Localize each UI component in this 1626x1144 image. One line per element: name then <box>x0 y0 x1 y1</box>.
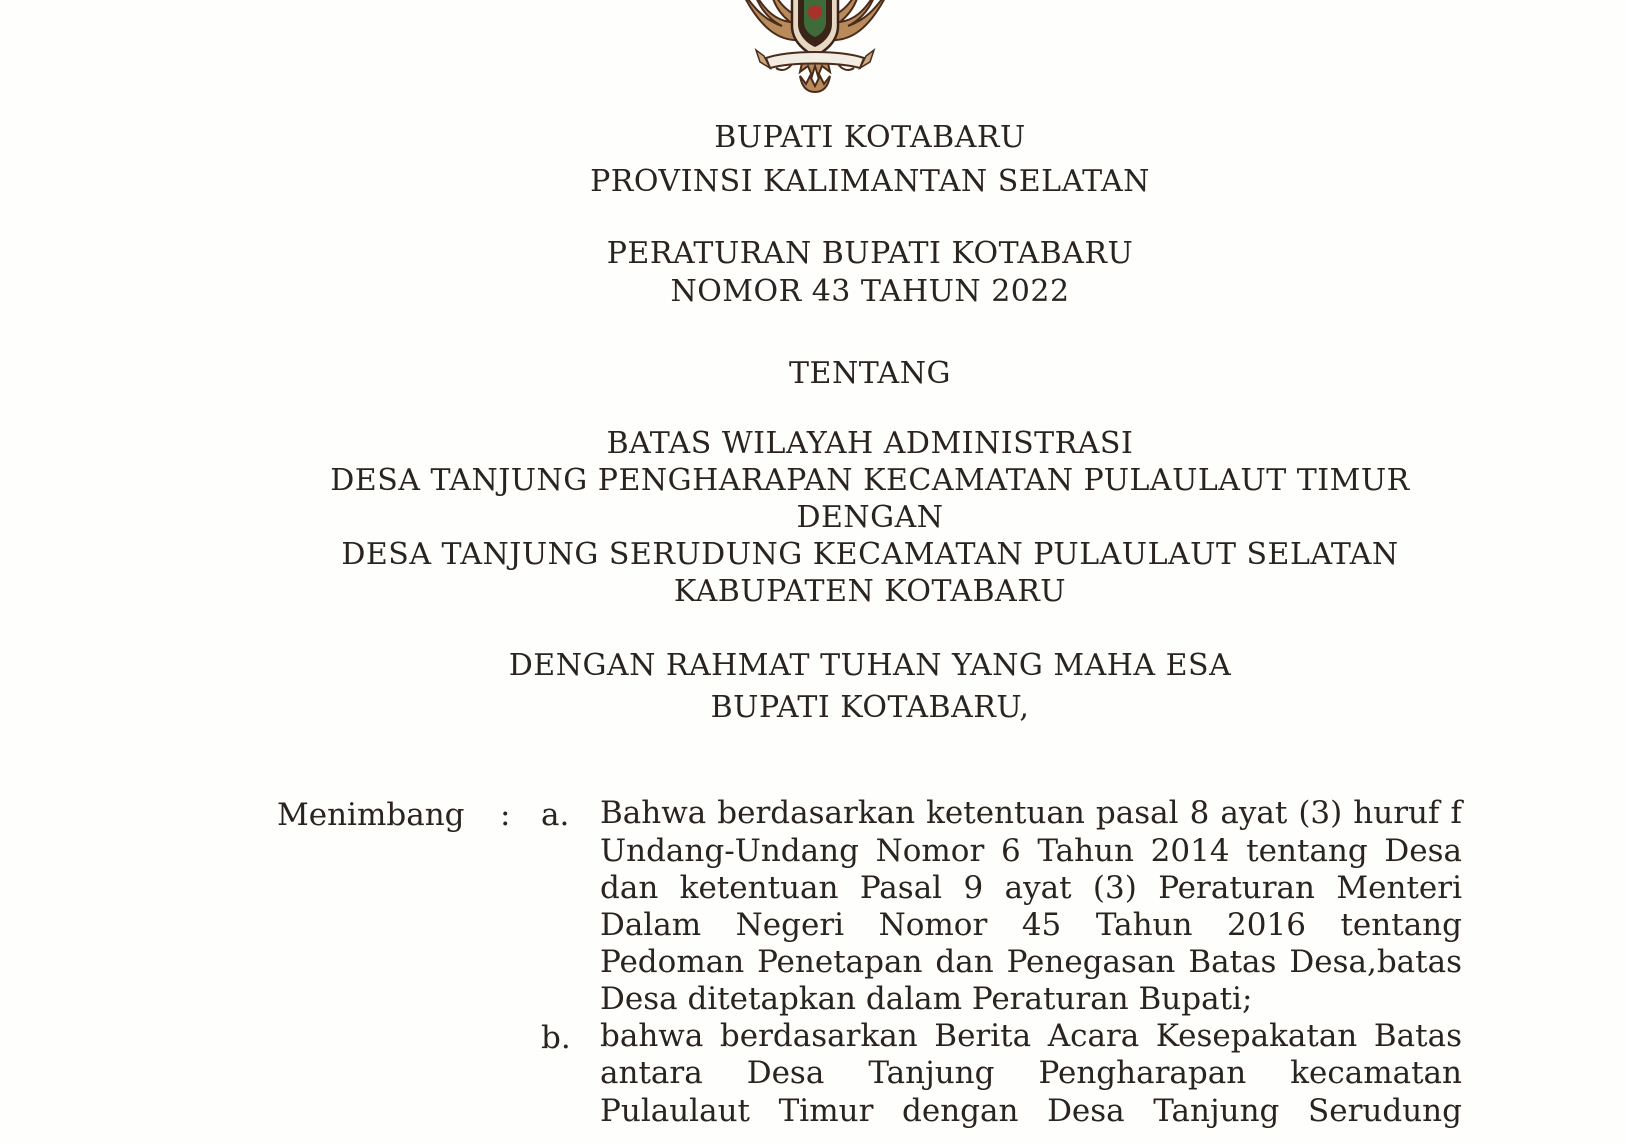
item-a-line-3: dan ketentuan Pasal 9 ayat (3) Peraturan Menteri <box>600 870 1462 906</box>
preamble-line-1: DENGAN RAHMAT TUHAN YANG MAHA ESA <box>508 648 1232 683</box>
item-b-line-3: Pulaulaut Timur dengan Desa Tanjung Serudung <box>600 1093 1462 1129</box>
subject-line-3: DENGAN <box>796 500 944 535</box>
item-b-line-2: antara Desa Tanjung Pengharapan kecamatan <box>600 1055 1462 1091</box>
item-a-line-6: Desa ditetapkan dalam Peraturan Bupati; <box>600 981 1253 1017</box>
item-a-line-1: Bahwa berdasarkan ketentuan pasal 8 ayat (3) huruf f <box>600 795 1462 831</box>
subject-line-1: BATAS WILAYAH ADMINISTRASI <box>606 426 1134 461</box>
about-label: TENTANG <box>789 356 951 391</box>
regulation-title: PERATURAN BUPATI KOTABARU <box>606 236 1134 271</box>
header-line-2: PROVINSI KALIMANTAN SELATAN <box>590 164 1150 199</box>
item-a-line-2: Undang-Undang Nomor 6 Tahun 2014 tentang Desa <box>600 833 1462 869</box>
preamble-line-2: BUPATI KOTABARU, <box>710 690 1030 725</box>
header-line-1: BUPATI KOTABARU <box>714 120 1026 155</box>
subject-line-2: DESA TANJUNG PENGHARAPAN KECAMATAN PULAULAUT TIMUR <box>330 463 1410 498</box>
item-letter-a: a. <box>541 797 570 833</box>
item-letter-b: b. <box>541 1020 571 1056</box>
garuda-emblem-icon <box>720 0 910 98</box>
item-b-line-1: bahwa berdasarkan Berita Acara Kesepakatan Batas <box>600 1018 1462 1054</box>
item-a-line-4: Dalam Negeri Nomor 45 Tahun 2016 tentang <box>600 907 1462 943</box>
regulation-number: NOMOR 43 TAHUN 2022 <box>670 274 1070 309</box>
considering-colon: : <box>500 797 511 833</box>
subject-line-5: KABUPATEN KOTABARU <box>673 574 1067 609</box>
item-a-line-5: Pedoman Penetapan dan Penegasan Batas Desa,batas <box>600 944 1462 980</box>
considering-label: Menimbang <box>277 797 465 833</box>
subject-line-4: DESA TANJUNG SERUDUNG KECAMATAN PULAULAUT SELATAN <box>341 537 1399 572</box>
